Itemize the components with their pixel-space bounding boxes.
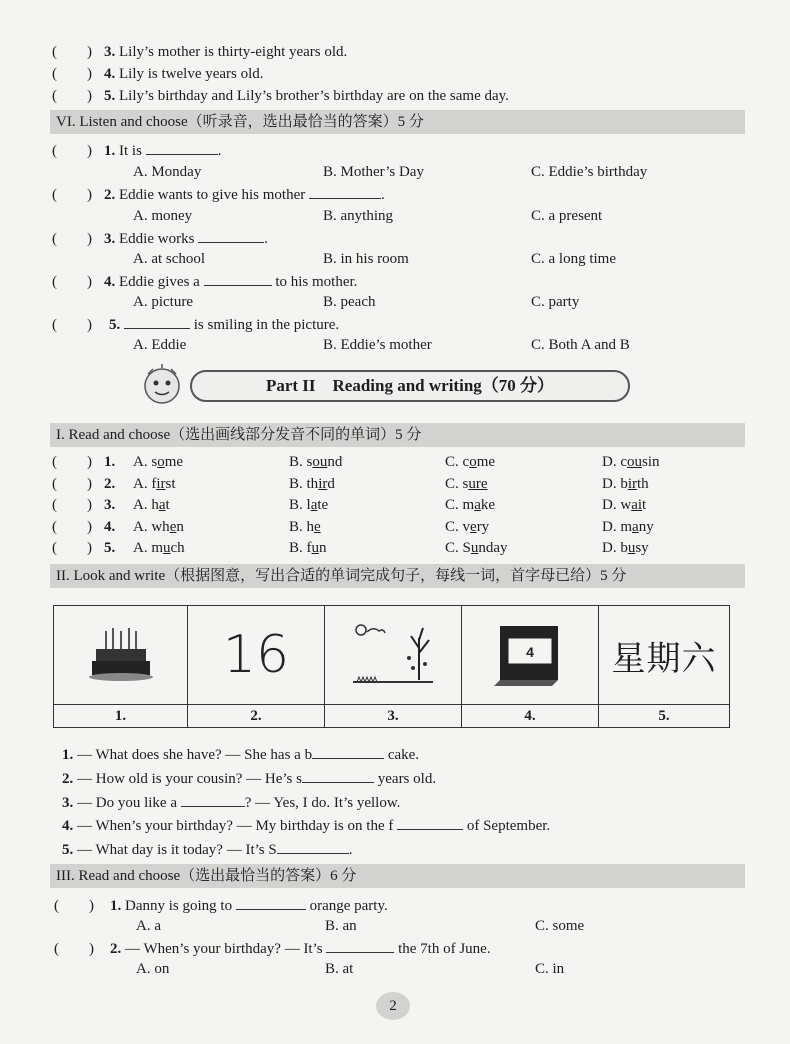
section-iii-heading: III. Read and choose（选出最恰当的答案）6 分 (50, 864, 745, 888)
true-false-item-4: ( ) 4. Lily is twelve years old. (52, 66, 264, 82)
phonics-option-b: B. third (289, 475, 335, 492)
phonics-row-lead (52, 538, 115, 558)
underlined-sound: a (474, 497, 481, 513)
question-number: 1. (104, 454, 116, 470)
phonics-row-lead (52, 517, 115, 537)
choose-item-2: ( ) 2. — When’s your birthday? — It’s the 7th of June. (54, 938, 491, 959)
option-b: B. peach (323, 294, 376, 310)
page-number: 2 (376, 992, 410, 1020)
answer-blank[interactable] (146, 140, 218, 155)
listen-item-3: ( ) 3. Eddie works . (52, 228, 268, 249)
underlined-sound: u (470, 540, 479, 556)
answer-blank[interactable] (181, 792, 245, 807)
question-number: 4. (104, 518, 116, 535)
answer-blank[interactable] (302, 768, 374, 783)
phonics-option-c: C. Sunday (445, 540, 508, 556)
picture-label: 5. (599, 705, 730, 728)
answer-blank[interactable] (309, 184, 381, 199)
underlined-sound: ir (318, 475, 328, 492)
write-sentence-2: 2. — How old is your cousin? — He’s s years old. (62, 768, 436, 789)
phonics-row-lead (52, 495, 115, 515)
picture-label: 2. (188, 705, 325, 728)
option-c: C. Eddie’s birthday (531, 164, 648, 180)
option-b: B. Eddie’s mother (323, 337, 432, 353)
underlined-sound: u (163, 540, 171, 556)
option-a: A. picture (133, 294, 193, 310)
phonics-option-b: B. fun (289, 540, 327, 556)
phonics-option-c: C. make (445, 497, 496, 513)
write-sentence-1: 1. — What does she have? — She has a b cake. (62, 744, 419, 765)
underlined-sound: ir (627, 475, 638, 492)
birthday-cake-icon (86, 623, 156, 683)
phonics-option-b: B. he (289, 518, 321, 535)
listen-item-1: ( ) 1. It is . (52, 140, 221, 161)
write-sentence-4: 4. — When’s your birthday? — My birthday is on the f of September. (62, 815, 550, 836)
phonics-option-c: C. very (445, 518, 490, 535)
picture-label: 3. (325, 705, 462, 728)
option-b: B. at (325, 961, 354, 977)
picture-label: 1. (54, 705, 188, 728)
calendar-icon (490, 618, 570, 688)
underlined-sound: u (311, 540, 320, 556)
phonics-option-d: D. busy (602, 540, 649, 556)
underlined-sound: e (169, 518, 177, 535)
mascot-icon (138, 364, 186, 408)
phonics-option-a: A. first (133, 475, 176, 492)
choose-item-1: ( ) 1. Danny is going to orange party. (54, 895, 388, 916)
picture-label: 4. (462, 705, 599, 728)
phonics-row-lead (52, 452, 115, 472)
section-i-heading: I. Read and choose（选出画线部分发音不同的单词）5 分 (50, 423, 745, 447)
autumn-tree-icon (343, 618, 443, 688)
write-sentence-3: 3. — Do you like a ? — Yes, I do. It’s yellow. (62, 792, 400, 813)
option-c: C. a long time (531, 251, 616, 267)
underlined-sound: o (157, 454, 165, 470)
phonics-option-c: C. sure (445, 475, 488, 492)
answer-parens: ( ) (52, 44, 92, 60)
option-c: C. a present (531, 208, 603, 224)
underlined-sound: e (314, 518, 321, 535)
option-b: B. Mother’s Day (323, 164, 424, 180)
picture-3-cell (325, 606, 462, 705)
option-b: B. an (325, 918, 357, 934)
phonics-option-a: A. some (133, 454, 184, 470)
answer-parens: ( ) (52, 88, 92, 104)
question-number: 5. (104, 540, 116, 556)
option-a: A. a (136, 918, 161, 934)
phonics-option-b: B. late (289, 497, 329, 513)
calendar-number: 4 (526, 643, 534, 660)
picture-1-cell (54, 606, 188, 705)
underlined-sound: ou (312, 454, 328, 470)
phonics-option-d: D. cousin (602, 454, 660, 470)
underlined-sound: a (158, 497, 166, 513)
phonics-option-a: A. much (133, 540, 185, 556)
true-false-item-3: ( ) 3. Lily’s mother is thirty-eight years old. (52, 44, 348, 60)
part-ii-banner: Part II Reading and writing（70 分） (190, 370, 630, 402)
saturday-chinese-text: 星期六 (611, 638, 717, 679)
phonics-option-d: D. wait (602, 497, 647, 513)
listen-item-5: ( ) 5. is smiling in the picture. (52, 314, 339, 335)
answer-parens[interactable]: ( ) (52, 540, 92, 556)
underlined-sound: u (627, 540, 636, 556)
picture-5-cell (599, 606, 730, 705)
answer-blank[interactable] (277, 839, 349, 854)
section-vi-heading: VI. Listen and choose（听录音，选出最恰当的答案）5 分 (50, 110, 745, 134)
answer-blank[interactable] (397, 815, 463, 830)
answer-parens[interactable]: ( ) (52, 475, 92, 492)
option-a: A. at school (133, 251, 206, 267)
underlined-sound: ure (468, 475, 488, 492)
answer-parens[interactable]: ( ) (52, 518, 92, 535)
underlined-sound: e (470, 518, 477, 535)
picture-2-cell (188, 606, 325, 705)
option-a: A. Eddie (133, 337, 187, 353)
option-c: C. Both A and B (531, 337, 630, 353)
phonics-option-d: D. birth (602, 475, 649, 492)
picture-4-cell (462, 606, 599, 705)
option-b: B. in his room (323, 251, 409, 267)
number-sixteen: 16 (222, 625, 290, 685)
underlined-sound: ai (631, 497, 643, 513)
answer-parens[interactable]: ( ) (52, 497, 92, 513)
answer-blank[interactable] (198, 228, 264, 243)
underlined-sound: a (310, 497, 318, 513)
option-c: C. party (531, 294, 580, 310)
question-number: 2. (104, 475, 116, 492)
listen-item-4: ( ) 4. Eddie gives a to his mother. (52, 271, 357, 292)
answer-blank[interactable] (236, 895, 306, 910)
underlined-sound: ir (156, 475, 166, 492)
answer-blank[interactable] (312, 744, 384, 759)
phonics-row-lead (52, 474, 115, 494)
answer-parens[interactable]: ( ) (52, 454, 92, 470)
answer-blank[interactable] (326, 938, 394, 953)
answer-blank[interactable] (124, 314, 190, 329)
underlined-sound: ou (627, 454, 643, 470)
phonics-option-d: D. many (602, 518, 654, 535)
answer-blank[interactable] (204, 271, 272, 286)
underlined-sound: o (469, 454, 477, 470)
option-a: A. money (133, 208, 193, 224)
phonics-option-a: A. hat (133, 497, 170, 513)
write-sentence-5: 5. — What day is it today? — It’s S . (62, 839, 352, 860)
section-ii-heading: II. Look and write（根据图意，写出合适的单词完成句子，每线一词，首字母已给）5 分 (50, 564, 745, 588)
answer-parens: ( ) (52, 66, 92, 82)
option-c: C. in (535, 961, 565, 977)
phonics-option-b: B. sound (289, 454, 343, 470)
phonics-option-c: C. come (445, 454, 496, 470)
true-false-item-5: ( ) 5. Lily’s birthday and Lily’s brother’s birthday are on the same day. (52, 88, 509, 104)
question-number: 3. (104, 497, 116, 513)
option-c: C. some (535, 918, 585, 934)
option-b: B. anything (323, 208, 393, 224)
underlined-sound: a (632, 518, 639, 535)
listen-item-2: ( ) 2. Eddie wants to give his mother . (52, 184, 385, 205)
option-a: A. Monday (133, 164, 202, 180)
option-a: A. on (136, 961, 170, 977)
picture-table (53, 605, 730, 728)
phonics-option-a: A. when (133, 518, 184, 535)
